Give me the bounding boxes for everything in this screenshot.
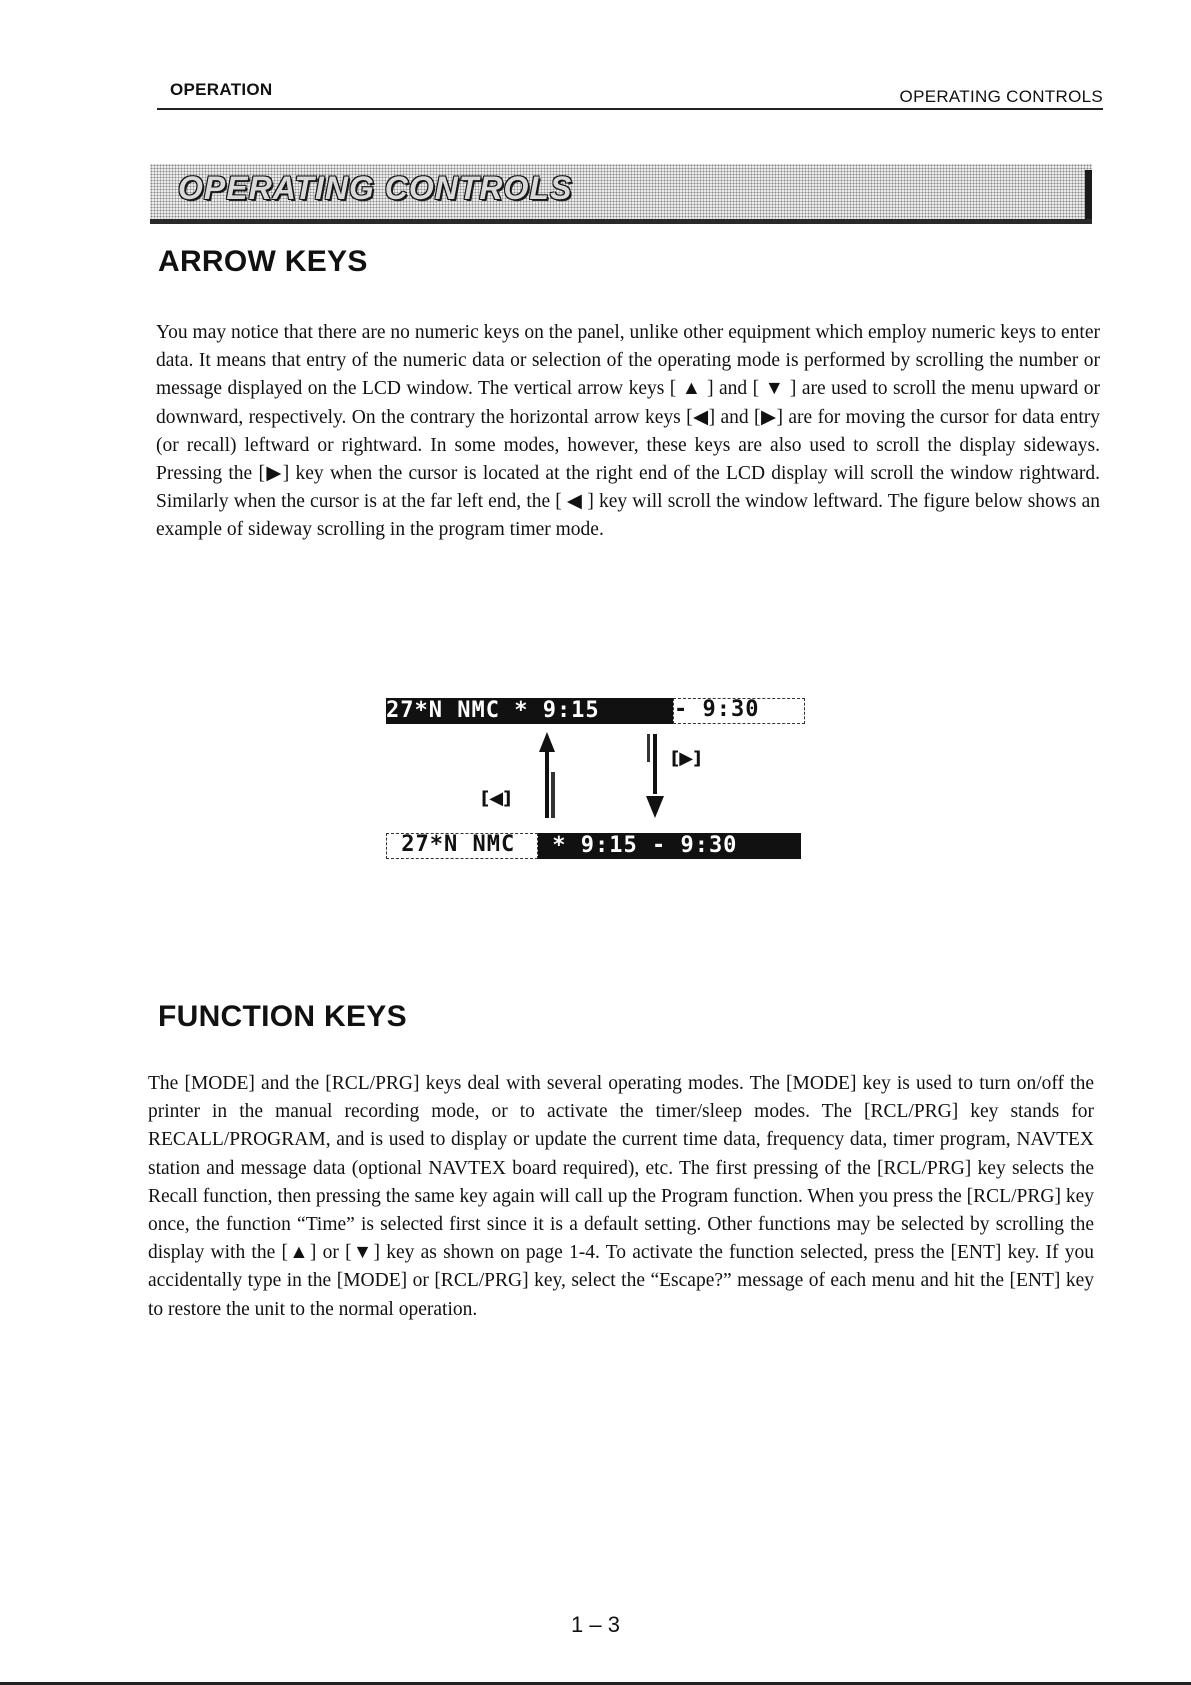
left-key-label: [◀] <box>481 788 512 809</box>
banner-end-bar <box>1085 170 1092 219</box>
header-right: OPERATING CONTROLS <box>899 87 1103 106</box>
page-number: 1 – 3 <box>571 1612 620 1637</box>
right-key-label: [▶] <box>671 748 702 769</box>
header-rule <box>157 108 1103 110</box>
function-keys-paragraph: The [MODE] and the [RCL/PRG] keys deal with several operating modes. The [MODE] key is used to turn on/off the printer in the manual recording mode, or to activate the timer/sleep modes. The [RCL/PRG] key stands for RECALL/PROGRAM, and is used to display or update the current time data, frequency data, timer program, NAVTEX station and message data (optional NAVTEX board required), etc. The first pressing of the [RCL/PRG] key selects the Recall function, then pressing the same key again will call up the Program function. When you press the [RCL/PRG] key once, the function “Time” is selected first since it is a default setting. Other functions may be selected by scrolling the display with the [▲] or [▼] key as shown on page 1-4. To activate the function selected, press the [ENT] key. If you accidentally type in the [MODE] or [RCL/PRG] key, select the “Escape?” message of each menu and hit the [ENT] key to restore the unit to the normal operation. <box>148 1073 1094 1320</box>
scroll-arrows <box>520 732 700 822</box>
section-title-function-keys: FUNCTION KEYS <box>158 1000 407 1033</box>
lcd-bottom-visible: * 9:15 - 9:30 <box>538 833 801 859</box>
lcd-bottom-hidden: 27*N NMC <box>386 833 538 859</box>
down-arrow-icon <box>646 734 664 818</box>
arrow-keys-paragraph: You may notice that there are no numeric keys on the panel, unlike other equipment which employ numeric keys to enter data. It means that entry of the numeric data or selection of the operating mode is performed by scrolling the number or message displayed on the LCD window. The vertical arrow keys [ ▲ ] and [ ▼ ] are used to scroll the menu upward or downward, respectively. On the contrary the horizontal arrow keys [◀] and [▶] are for moving the cursor for data entry (or recall) leftward or rightward. In some modes, however, these keys are also used to scroll the display sideways. Pressing the [▶] key when the cursor is located at the right end of the LCD display will scroll the window rightward. Similarly when the cursor is at the far left end, the [ ◀ ] key will scroll the window leftward. The figure below shows an example of sideway scrolling in the program timer mode. <box>156 322 1100 541</box>
header-left: OPERATION <box>170 80 273 99</box>
banner-title: OPERATING CONTROLS <box>178 170 573 206</box>
lcd-top-visible: 27*N NMC * 9:15 <box>386 698 673 724</box>
section-banner <box>150 164 1092 224</box>
section-title-arrow-keys: ARROW KEYS <box>158 245 368 278</box>
up-arrow-icon <box>539 732 555 818</box>
lcd-top-hidden: - 9:30 <box>673 698 805 724</box>
